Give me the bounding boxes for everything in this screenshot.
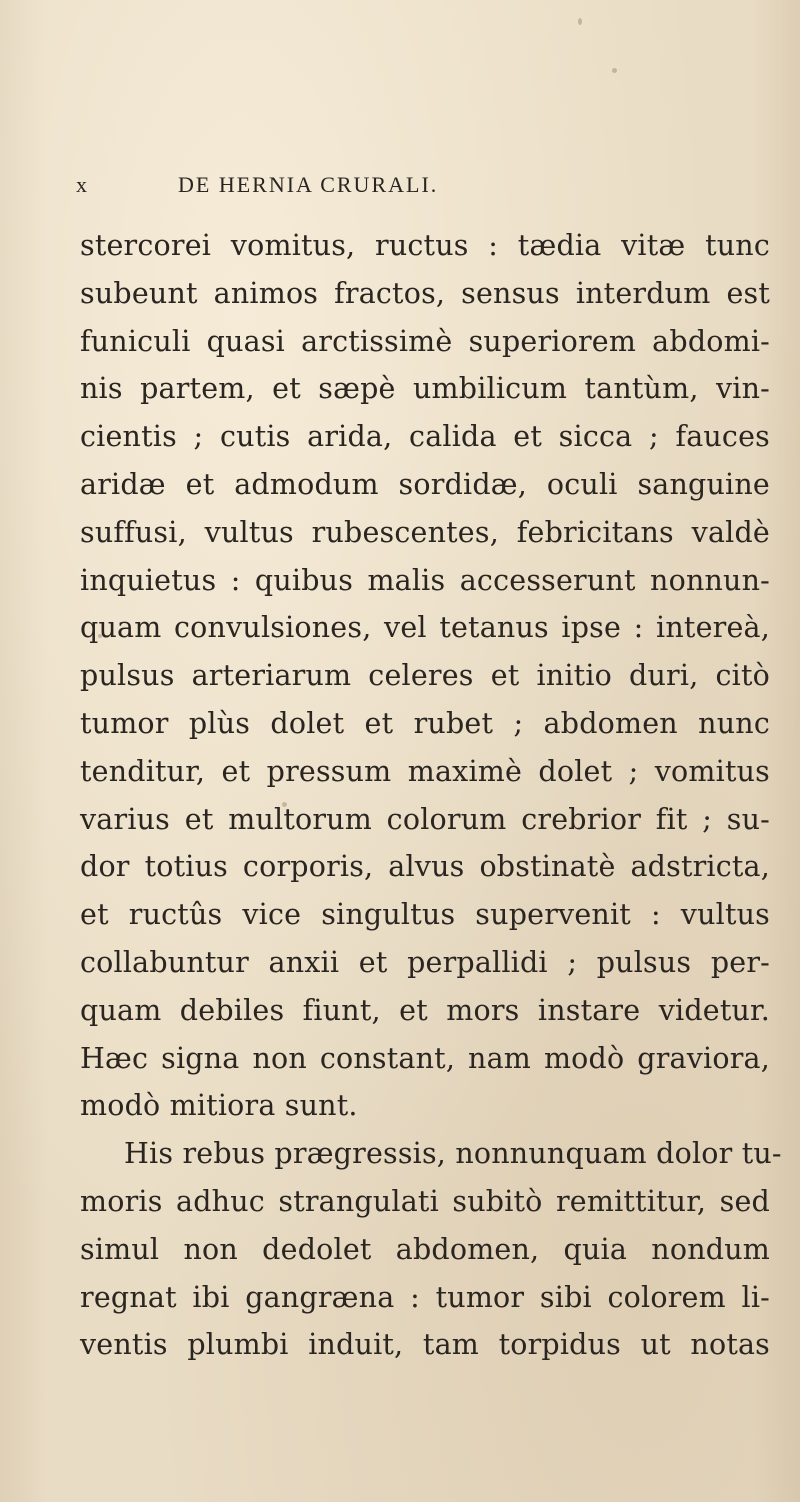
page-number: x (76, 172, 88, 197)
text-line: pulsus arteriarum celeres et initio duri, citò (80, 659, 770, 693)
text-line: subeunt animos fractos, sensus interdum est (80, 276, 770, 310)
text-line: funiculi quasi arctissimè superiorem abdomi- (80, 324, 770, 358)
running-head: DE HERNIA CRURALI. (178, 172, 439, 197)
text-line: simul non dedolet abdomen, quia nondum (80, 1232, 770, 1266)
text-line: tenditur, et pressum maximè dolet ; vomitus (80, 754, 770, 788)
text-line: collabuntur anxii et perpallidi ; pulsus per- (80, 945, 770, 979)
paper-speck (612, 68, 617, 73)
text-line: aridæ et admodum sordidæ, oculi sanguine (80, 467, 770, 501)
text-line: cientis ; cutis arida, calida et sicca ; fauces (80, 420, 770, 454)
text-line: His rebus prægressis, nonnunquam dolor tu- (124, 1137, 782, 1171)
body-text (80, 222, 782, 1369)
paper-speck (578, 18, 582, 25)
text-line: Hæc signa non constant, nam modò graviora, (80, 1041, 770, 1075)
text-line: et ructûs vice singultus supervenit : vultus (80, 898, 770, 932)
paper-speck (98, 634, 102, 638)
text-line: suffusi, vultus rubescentes, febricitans valdè (80, 515, 770, 549)
text-line: varius et multorum colorum crebrior fit ; su- (80, 802, 770, 836)
paper-speck (282, 802, 287, 807)
text-line: modò mitiora sunt. (80, 1089, 358, 1123)
text-line: quam debiles fiunt, et mors instare videtur. (80, 993, 770, 1027)
page-header (76, 172, 746, 202)
text-line: ventis plumbi induit, tam torpidus ut notas (80, 1328, 770, 1362)
text-line: dor totius corporis, alvus obstinatè adstricta, (80, 850, 770, 884)
text-line: regnat ibi gangræna : tumor sibi colorem li- (80, 1280, 770, 1314)
text-line: tumor plùs dolet et rubet ; abdomen nunc (80, 706, 770, 740)
text-line: nis partem, et sæpè umbilicum tantùm, vin- (80, 372, 770, 406)
text-line: moris adhuc strangulati subitò remittitur, sed (80, 1184, 770, 1218)
text-line: quam convulsiones, vel tetanus ipse : intereà, (80, 611, 770, 645)
text-line: inquietus : quibus malis accesserunt nonnun- (80, 563, 770, 597)
text-line: stercorei vomitus, ructus : tædia vitæ tunc (80, 229, 770, 262)
